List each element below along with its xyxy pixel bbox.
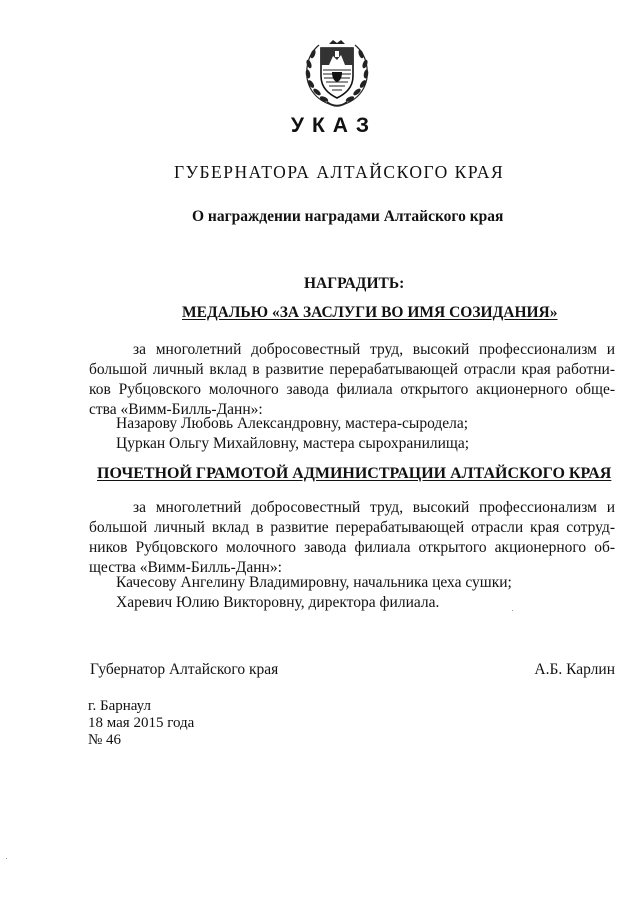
award-1-recipient: Цуркан Ольгу Михайловну, мастера сырохранилища; bbox=[116, 435, 470, 452]
award-2-reason-line: ников Рубцовского молочного завода филиала открытого акционерного об- bbox=[89, 539, 615, 556]
signatory-role: Губернатор Алтайского края bbox=[90, 661, 279, 678]
document-issuer: ГУБЕРНАТОРА АЛТАЙСКОГО КРАЯ bbox=[174, 162, 505, 182]
award-1-reason-line: большой личный вклад в развитие перерабатывающей отрасли края работни- bbox=[89, 361, 615, 378]
issue-city: г. Барнаул bbox=[88, 698, 151, 714]
award-1-reason-line: ков Рубцовского молочного завода филиала открытого акционерного обще- bbox=[89, 381, 615, 398]
scan-speck bbox=[512, 610, 513, 611]
award-2-title: ПОЧЕТНОЙ ГРАМОТОЙ АДМИНИСТРАЦИИ АЛТАЙСКОГО КРАЯ bbox=[97, 465, 612, 482]
document-subject: О награждении наградами Алтайского края bbox=[192, 208, 504, 225]
award-2-reason-line: большой личный вклад в развитие перерабатывающей отрасли края сотруд- bbox=[89, 519, 615, 536]
award-2-reason-line: щества «Вимм-Билль-Данн»: bbox=[89, 559, 282, 576]
award-1-reason-line: ства «Вимм-Билль-Данн»: bbox=[89, 401, 263, 418]
issue-date: 18 мая 2015 года bbox=[88, 715, 195, 731]
award-1-title: МЕДАЛЬЮ «ЗА ЗАСЛУГИ ВО ИМЯ СОЗИДАНИЯ» bbox=[182, 304, 558, 321]
document-title: УКАЗ bbox=[290, 114, 378, 137]
document-number: № 46 bbox=[88, 732, 122, 748]
award-1-recipient: Назарову Любовь Александровну, мастера-сыродела; bbox=[116, 415, 469, 432]
altai-krai-coat-of-arms-icon bbox=[299, 34, 375, 110]
award-2-reason bbox=[89, 498, 615, 578]
award-2-recipient: Харевич Юлию Викторовну, директора филиала. bbox=[116, 594, 440, 611]
award-2-reason-line: за многолетний добросовестный труд, высокий профессионализм и bbox=[133, 499, 615, 516]
award-2-recipient: Качесову Ангелину Владимировну, начальника цеха сушки; bbox=[116, 574, 512, 591]
award-1-reason-line: за многолетний добросовестный труд, высокий профессионализм и bbox=[133, 341, 615, 358]
signatory-name: А.Б. Карлин bbox=[534, 661, 615, 678]
award-1-reason bbox=[89, 340, 615, 420]
scan-speck bbox=[6, 858, 7, 859]
decree-verb: НАГРАДИТЬ: bbox=[304, 275, 405, 292]
